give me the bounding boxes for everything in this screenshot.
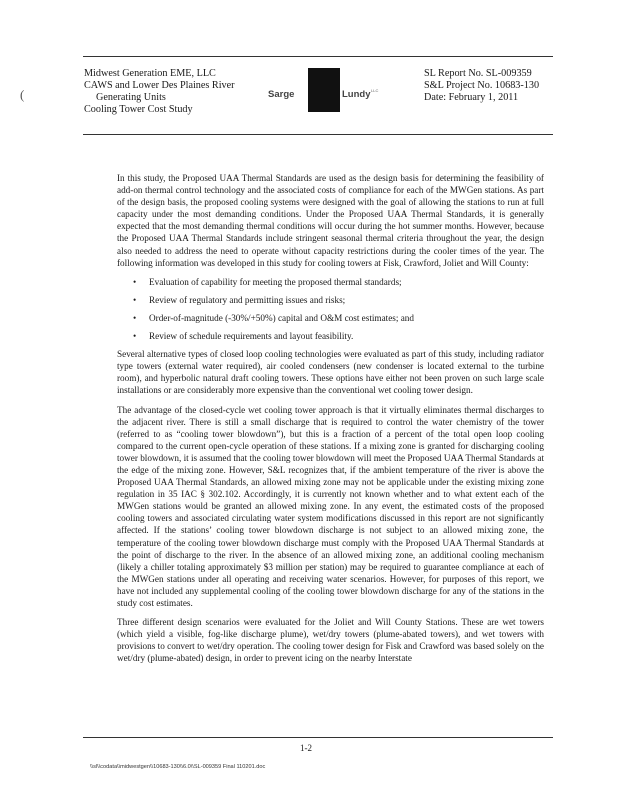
bullet-item: • Evaluation of capability for meeting the proposed thermal standards;	[149, 276, 544, 288]
bullet-item: • Review of regulatory and permitting issues and risks;	[149, 294, 544, 306]
project-name-line1: CAWS and Lower Des Plaines River	[84, 80, 235, 91]
paragraph-intro: In this study, the Proposed UAA Thermal Standards are used as the design basis for determining the feasibility of add-on thermal control technology and the associated costs of compliance for each of the MWGen stations. As part of the design basis, the proposed cooling systems were designed with the goal of allowing the stations to run at full capacity under the most demanding conditions. Under the Proposed UAA Thermal Standards, it is generally expected that the most demanding thermal conditions will occur during the hot summer months. However, because the Proposed UAA Thermal Standards include stringent seasonal thermal criteria throughout the year, the design also needed to address the need to operate without capacity restrictions during the cooler times of the year. The following information was developed in this study for cooling towers at Fisk, Crawford, Joliet and Will County:	[117, 173, 544, 268]
header-rule	[83, 134, 553, 135]
report-number: SL Report No. SL-009359	[424, 68, 532, 79]
page-number: 1-2	[300, 743, 312, 753]
paragraph-alternatives: Several alternative types of closed loop cooling technologies were evaluated as part of this study, including radiator type towers (external water required), air cooled condensers (new condenser is located external to the turbine room), and hyperbolic natural draft cooling towers. These options have either not been proven on such large scale installations or are considerably more expensive than the conventional wet cooling tower design.	[117, 349, 544, 396]
logo-text-right: Lundy	[342, 89, 371, 100]
company-name: Midwest Generation EME, LLC	[84, 68, 216, 79]
bullet-item: • Review of schedule requirements and layout feasibility.	[149, 330, 544, 342]
logo-redaction-block	[308, 68, 340, 112]
study-title: Cooling Tower Cost Study	[84, 104, 193, 115]
header-right-block	[424, 68, 539, 104]
logo-text-left: Sarge	[268, 89, 295, 100]
paragraph-design-scenarios: Three different design scenarios were evaluated for the Joliet and Will County Stations. These are wet towers (which yield a visible, fog-like discharge plume), wet/dry towers (plume-abated towers), and wet towers with provisions to convert to wet/dry operation. The cooling tower design for Fisk and Crawford was based solely on the wet/dry (plume-abated) design, in order to prevent icing on the nearby Interstate	[117, 617, 544, 664]
project-name-line2: Generating Units	[96, 92, 166, 103]
report-date: Date: February 1, 2011	[424, 92, 519, 103]
logo-suffix: LLC	[371, 88, 379, 93]
file-path: \\sl\\codata\\midwestgen\\10683-130\\6.0\\SL-009359 Final 110201.doc	[90, 764, 266, 770]
bullet-list	[117, 276, 544, 342]
paragraph-wet-tower-advantage: The advantage of the closed-cycle wet cooling tower approach is that it virtually eliminates thermal discharges to the adjacent river. There is still a small discharge that is required to control the water chemistry of the tower (referred to as “cooling tower blowdown”), but this is a fraction of a percent of the total open loop cooling compared to the current open-cycle operation of these stations. If a mixing zone is granted for discharging cooling tower blowdown, it is assumed that the cooling tower blowdown will meet the Proposed UAA Thermal Standards at the edge of the mixing zone. However, S&L recognizes that, if the ambient temperature of the river is above the Proposed UAA Thermal Standards, an allowed mixing zone may not be applicable under the existing mixing zone regulation in 35 IAC § 302.102. Accordingly, it is currently not known whether and to what extent each of the MWGen stations would be granted an allowed mixing zone. In any event, the estimated costs of the proposed cooling towers and associated circulating water system modifications discussed in this report are not significantly affected. If the stations’ cooling tower blowdown discharge is not subject to an allowed mixing zone, the temperature of the cooling tower blowdown discharge must comply with the Proposed UAA Thermal Standards at the point of discharge to the river. In the absence of an allowed mixing zone, an additional cooling mechanism (likely a chiller totaling approximately $3 million per station) may be required to guarantee compliance at each of the MWGen stations under all operating and receiving water scenarios. However, for purposes of this report, we have not included any supplemental cooling of the cooling tower blowdown discharge for any of the stations in the study cost estimates.	[117, 404, 544, 608]
body-text	[117, 172, 544, 671]
top-rule	[83, 56, 553, 57]
sargent-lundy-logo	[268, 68, 384, 112]
project-number: S&L Project No. 10683-130	[424, 80, 540, 91]
margin-mark: (	[20, 87, 25, 102]
bullet-item: • Order-of-magnitude (-30%/+50%) capital and O&M cost estimates; and	[149, 312, 544, 324]
footer-rule	[83, 737, 553, 738]
header-left-block	[84, 68, 235, 116]
